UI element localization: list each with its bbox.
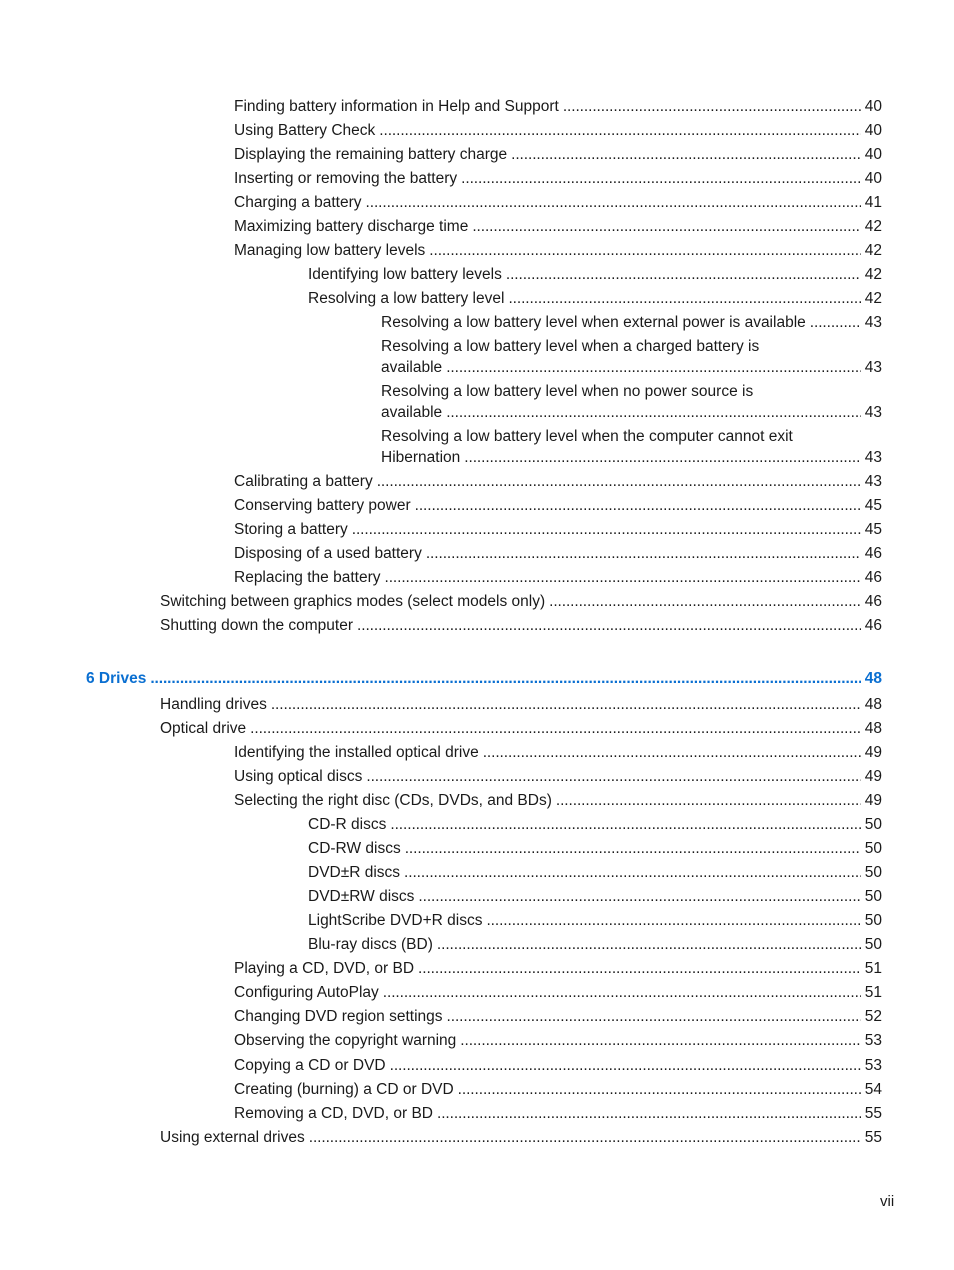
toc-entry-page: 51 bbox=[864, 984, 882, 1001]
toc-entry[interactable] bbox=[234, 790, 882, 811]
toc-entry-page: 53 bbox=[864, 1032, 882, 1049]
toc-entry[interactable] bbox=[381, 357, 882, 378]
dot-leader bbox=[483, 742, 861, 763]
toc-entry-page: 40 bbox=[864, 170, 882, 187]
toc-entry-page: 45 bbox=[864, 521, 882, 538]
dot-leader bbox=[563, 96, 861, 117]
dot-leader bbox=[379, 120, 860, 141]
toc-entry-title: available bbox=[381, 359, 443, 376]
toc-entry-title: Shutting down the computer bbox=[160, 617, 354, 634]
toc-entry[interactable] bbox=[308, 264, 882, 285]
toc-entry-page: 50 bbox=[864, 864, 882, 881]
toc-entry-page: 50 bbox=[864, 816, 882, 833]
toc-entry-page: 40 bbox=[864, 98, 882, 115]
toc-entry-page: 43 bbox=[864, 314, 882, 331]
dot-leader bbox=[352, 519, 861, 540]
dot-leader bbox=[464, 447, 860, 468]
dot-leader bbox=[437, 1103, 861, 1124]
dot-leader bbox=[446, 402, 861, 423]
toc-entry-page: 54 bbox=[864, 1081, 882, 1098]
toc-entry[interactable] bbox=[308, 910, 882, 931]
toc-entry[interactable] bbox=[234, 1006, 882, 1027]
toc-entry-page: 40 bbox=[864, 122, 882, 139]
dot-leader bbox=[390, 814, 860, 835]
toc-entry-title: Using optical discs bbox=[234, 768, 363, 785]
toc-entry-page: 46 bbox=[864, 545, 882, 562]
dot-leader bbox=[461, 168, 861, 189]
toc-entry[interactable] bbox=[160, 694, 882, 715]
toc-entry[interactable] bbox=[234, 1079, 882, 1100]
toc-entry-page: 51 bbox=[864, 960, 882, 977]
dot-leader bbox=[508, 288, 860, 309]
toc-entry-title: Resolving a low battery level when external power is available bbox=[381, 314, 806, 331]
dot-leader bbox=[418, 886, 860, 907]
dot-leader bbox=[556, 790, 861, 811]
dot-leader bbox=[447, 1006, 861, 1027]
dot-leader bbox=[383, 982, 861, 1003]
toc-entry-title: Removing a CD, DVD, or BD bbox=[234, 1105, 433, 1122]
dot-leader bbox=[390, 1055, 861, 1076]
toc-entry[interactable] bbox=[234, 766, 882, 787]
toc-entry-title: Finding battery information in Help and Support bbox=[234, 98, 559, 115]
toc-entry-title: 6 Drives bbox=[86, 670, 147, 687]
dot-leader bbox=[429, 240, 860, 261]
toc-entry-page: 50 bbox=[864, 936, 882, 953]
toc-entry-page: 42 bbox=[864, 290, 882, 307]
toc-entry-page: 49 bbox=[864, 744, 882, 761]
dot-leader bbox=[150, 668, 860, 689]
toc-entry-title: available bbox=[381, 404, 443, 421]
toc-entry-title-line: Resolving a low battery level when the computer cannot exit bbox=[381, 428, 793, 445]
toc-entry-title: Displaying the remaining battery charge bbox=[234, 146, 508, 163]
toc-entry-title: Maximizing battery discharge time bbox=[234, 218, 469, 235]
toc-entry-page: 49 bbox=[864, 792, 882, 809]
toc-entry-page: 43 bbox=[864, 449, 882, 466]
toc-entry-title-line: Resolving a low battery level when a charged battery is bbox=[381, 338, 760, 355]
toc-entry[interactable] bbox=[308, 838, 882, 859]
dot-leader bbox=[472, 216, 860, 237]
toc-entry-title: Inserting or removing the battery bbox=[234, 170, 458, 187]
dot-leader bbox=[384, 567, 860, 588]
toc-entry-title: Observing the copyright warning bbox=[234, 1032, 457, 1049]
toc-entry-title: Using external drives bbox=[160, 1129, 305, 1146]
toc-entry-page: 46 bbox=[864, 569, 882, 586]
dot-leader bbox=[446, 357, 861, 378]
toc-entry-title: DVD±RW discs bbox=[308, 888, 415, 905]
toc-entry[interactable] bbox=[234, 240, 882, 261]
dot-leader bbox=[366, 766, 860, 787]
dot-leader bbox=[506, 264, 861, 285]
toc-entry-page: 53 bbox=[864, 1057, 882, 1074]
toc-entry[interactable] bbox=[308, 934, 882, 955]
toc-entry[interactable] bbox=[234, 982, 882, 1003]
toc-entry-title: Disposing of a used battery bbox=[234, 545, 422, 562]
toc-entry[interactable] bbox=[308, 862, 882, 883]
dot-leader bbox=[810, 312, 861, 333]
toc-entry[interactable] bbox=[381, 312, 882, 333]
toc-entry-page: 55 bbox=[864, 1129, 882, 1146]
toc-entry-title-line: Resolving a low battery level when no power source is bbox=[381, 383, 754, 400]
dot-leader bbox=[486, 910, 860, 931]
toc-entry-title: Managing low battery levels bbox=[234, 242, 426, 259]
dot-leader bbox=[460, 1030, 860, 1051]
toc-entry-title: Identifying the installed optical drive bbox=[234, 744, 479, 761]
dot-leader bbox=[271, 694, 861, 715]
toc-entry-page: 46 bbox=[864, 617, 882, 634]
toc-entry[interactable] bbox=[234, 120, 882, 141]
toc-entry-title: CD-RW discs bbox=[308, 840, 401, 857]
toc-entry-title: Playing a CD, DVD, or BD bbox=[234, 960, 415, 977]
toc-entry[interactable] bbox=[234, 567, 882, 588]
toc-entry-page: 43 bbox=[864, 404, 882, 421]
toc-entry[interactable] bbox=[234, 192, 882, 213]
toc-entry-page: 42 bbox=[864, 266, 882, 283]
toc-entry-title: Storing a battery bbox=[234, 521, 348, 538]
toc-entry-title: LightScribe DVD+R discs bbox=[308, 912, 483, 929]
toc-entry-title: Changing DVD region settings bbox=[234, 1008, 443, 1025]
toc-entry[interactable] bbox=[234, 96, 882, 117]
toc-entry-page: 40 bbox=[864, 146, 882, 163]
toc-entry-page: 55 bbox=[864, 1105, 882, 1122]
toc-entry-page: 48 bbox=[864, 670, 882, 687]
dot-leader bbox=[404, 862, 861, 883]
toc-entry[interactable] bbox=[234, 519, 882, 540]
dot-leader bbox=[511, 144, 861, 165]
toc-entry-title: Creating (burning) a CD or DVD bbox=[234, 1081, 454, 1098]
page-number: vii bbox=[880, 1193, 895, 1210]
toc-entry[interactable] bbox=[234, 216, 882, 237]
toc-entry-page: 48 bbox=[864, 720, 882, 737]
toc-entry[interactable] bbox=[234, 958, 882, 979]
toc-entry-page: 43 bbox=[864, 473, 882, 490]
toc-entry[interactable] bbox=[381, 447, 882, 468]
toc-entry-title: Selecting the right disc (CDs, DVDs, and BDs) bbox=[234, 792, 552, 809]
toc-entry[interactable] bbox=[160, 591, 882, 612]
toc-entry-title: Replacing the battery bbox=[234, 569, 381, 586]
toc-entry-title: Conserving battery power bbox=[234, 497, 411, 514]
toc-entry[interactable] bbox=[234, 168, 882, 189]
toc-entry[interactable] bbox=[234, 1103, 882, 1124]
toc-entry-page: 45 bbox=[864, 497, 882, 514]
toc-entry[interactable] bbox=[234, 144, 882, 165]
toc-entry-title: DVD±R discs bbox=[308, 864, 401, 881]
dot-leader bbox=[405, 838, 861, 859]
toc-entry-title: Charging a battery bbox=[234, 194, 362, 211]
toc-entry-title: Switching between graphics modes (select models only) bbox=[160, 593, 546, 610]
toc-entry-title: Resolving a low battery level bbox=[308, 290, 505, 307]
toc-entry[interactable] bbox=[308, 886, 882, 907]
toc-entry-title: Using Battery Check bbox=[234, 122, 376, 139]
toc-entry[interactable] bbox=[234, 471, 882, 492]
toc-entry-page: 50 bbox=[864, 888, 882, 905]
toc-entry[interactable] bbox=[234, 1055, 882, 1076]
dot-leader bbox=[458, 1079, 861, 1100]
dot-leader bbox=[377, 471, 861, 492]
toc-entry[interactable] bbox=[160, 718, 882, 739]
dot-leader bbox=[357, 615, 861, 636]
toc-entry-page: 48 bbox=[864, 696, 882, 713]
dot-leader bbox=[549, 591, 861, 612]
toc-entry-page: 50 bbox=[864, 912, 882, 929]
toc-entry[interactable] bbox=[234, 543, 882, 564]
toc-entry[interactable] bbox=[308, 814, 882, 835]
dot-leader bbox=[415, 495, 861, 516]
toc-entry-title: Configuring AutoPlay bbox=[234, 984, 379, 1001]
toc-entry-page: 42 bbox=[864, 242, 882, 259]
dot-leader bbox=[250, 718, 861, 739]
toc-entry-page: 49 bbox=[864, 768, 882, 785]
toc-entry-title: Blu-ray discs (BD) bbox=[308, 936, 433, 953]
toc-entry-title: Copying a CD or DVD bbox=[234, 1057, 386, 1074]
toc-entry-page: 50 bbox=[864, 840, 882, 857]
dot-leader bbox=[418, 958, 861, 979]
dot-leader bbox=[366, 192, 861, 213]
toc-entry-title: CD-R discs bbox=[308, 816, 387, 833]
toc-entry-page: 41 bbox=[864, 194, 882, 211]
toc-chapter-entry[interactable] bbox=[86, 668, 882, 689]
toc-entry[interactable] bbox=[160, 1127, 882, 1148]
dot-leader bbox=[309, 1127, 861, 1148]
toc-entry-page: 52 bbox=[864, 1008, 882, 1025]
toc-entry-page: 42 bbox=[864, 218, 882, 235]
toc-entry[interactable] bbox=[381, 402, 882, 423]
toc-entry-title: Optical drive bbox=[160, 720, 247, 737]
toc-entry-title: Handling drives bbox=[160, 696, 267, 713]
toc-entry-title: Identifying low battery levels bbox=[308, 266, 502, 283]
toc-entry[interactable] bbox=[234, 495, 882, 516]
toc-entry[interactable] bbox=[234, 742, 882, 763]
toc-entry-title: Hibernation bbox=[381, 449, 461, 466]
dot-leader bbox=[437, 934, 861, 955]
toc-entry[interactable] bbox=[160, 615, 882, 636]
toc-entry-title: Calibrating a battery bbox=[234, 473, 373, 490]
toc-entry[interactable] bbox=[234, 1030, 882, 1051]
toc-entry[interactable] bbox=[308, 288, 882, 309]
dot-leader bbox=[426, 543, 861, 564]
toc-entry-page: 43 bbox=[864, 359, 882, 376]
toc-entry-page: 46 bbox=[864, 593, 882, 610]
